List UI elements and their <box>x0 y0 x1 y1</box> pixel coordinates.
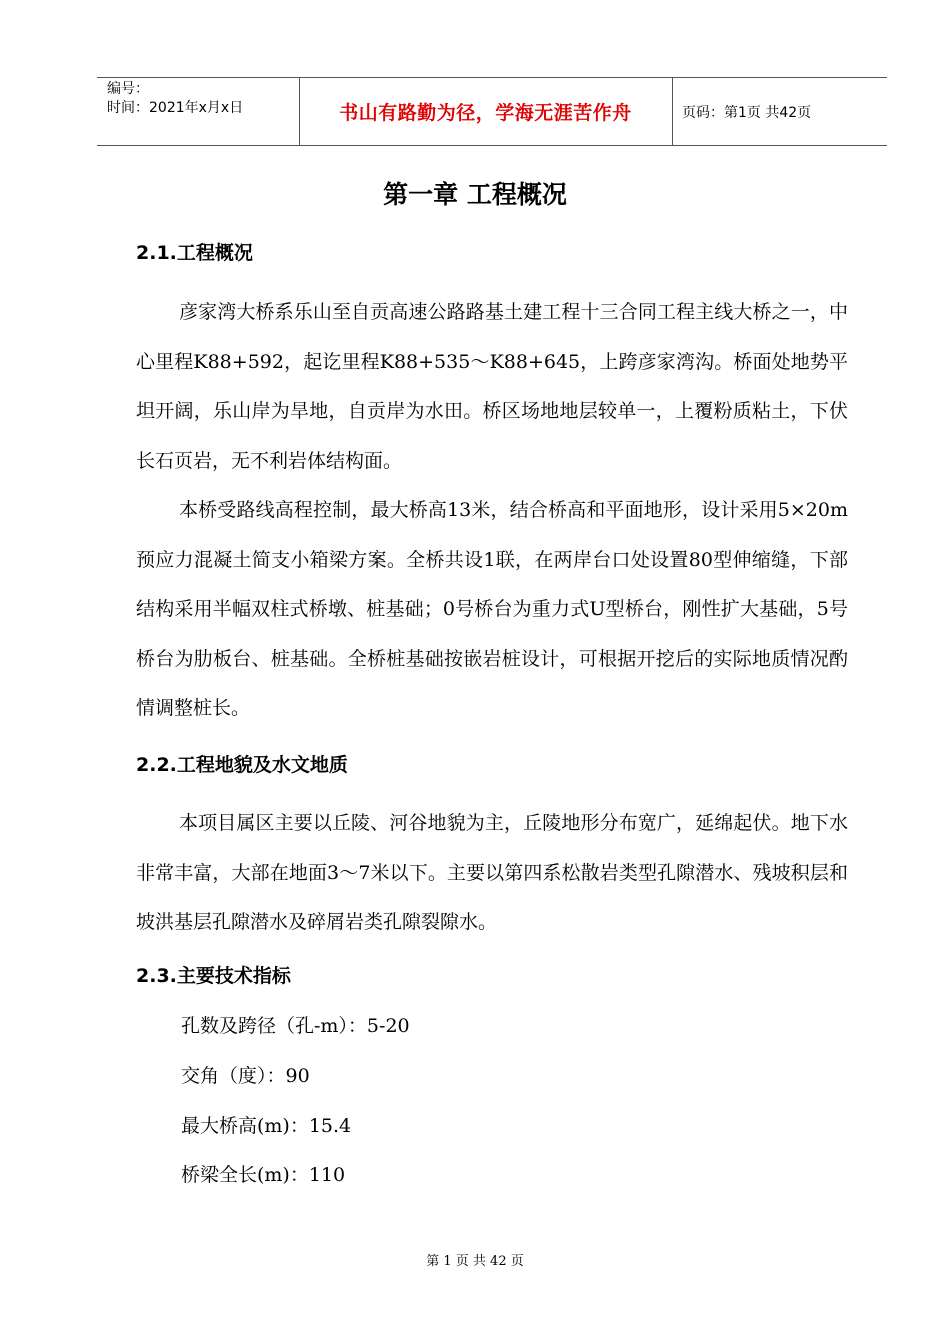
spec-item-angle: 交角（度）：90 <box>181 1065 310 1087</box>
section-heading-2-2: 2.2.工程地貌及水文地质 <box>136 754 348 776</box>
paragraph-bridge-design: 本桥受路线高程控制，最大桥高13米，结合桥高和平面地形，设计采用5×20m预应力混凝土简支小箱梁方案。全桥共设1联，在两岸台口处设置80型伸缩缝，下部结构采用半幅双柱式桥墩、桩基础；0号桥台为重力式U型桥台，刚性扩大基础，5号桥台为肋板台、桩基础。全桥桩基础按嵌岩桩设计，可根据开挖后的实际地质情况酌情调整桩长。 <box>136 499 848 719</box>
section-heading-2-3: 2.3.主要技术指标 <box>136 965 291 987</box>
spec-item-total-length: 桥梁全长(m)：110 <box>181 1164 346 1186</box>
header-page-number: 页码：第1页 共42页 <box>682 104 812 121</box>
chapter-title: 第一章 工程概况 <box>383 180 567 209</box>
paragraph-project-overview: 彦家湾大桥系乐山至自贡高速公路路基土建工程十三合同工程主线大桥之一，中心里程K88+592，起讫里程K88+535～K88+645，上跨彦家湾沟。桥面处地势平坦开阔，乐山岸为旱地，自贡岸为水田。桥区场地地层较单一，上覆粉质粘土，下伏长石页岩，无不利岩体结构面。 <box>136 301 848 472</box>
spec-item-spans: 孔数及跨径（孔-m）：5-20 <box>181 1015 410 1037</box>
header-slogan: 书山有路勤为径，学海无涯苦作舟 <box>299 78 673 145</box>
document-date-label: 时间：2021年x月x日 <box>107 100 244 116</box>
section-heading-2-1: 2.1.工程概况 <box>136 242 253 264</box>
page-header <box>97 77 887 146</box>
document-number-label: 编号： <box>107 81 149 97</box>
paragraph-geology-hydrology: 本项目属区主要以丘陵、河谷地貌为主，丘陵地形分布宽广，延绵起伏。地下水非常丰富，大部在地面3～7米以下。主要以第四系松散岩类型孔隙潜水、残坡积层和坡洪基层孔隙潜水及碎屑岩类孔隙裂隙水。 <box>136 812 848 933</box>
header-meta-cell <box>97 78 300 145</box>
spec-item-max-height: 最大桥高(m)：15.4 <box>181 1115 352 1137</box>
page-footer: 第 1 页 共 42 页 <box>426 1254 524 1269</box>
